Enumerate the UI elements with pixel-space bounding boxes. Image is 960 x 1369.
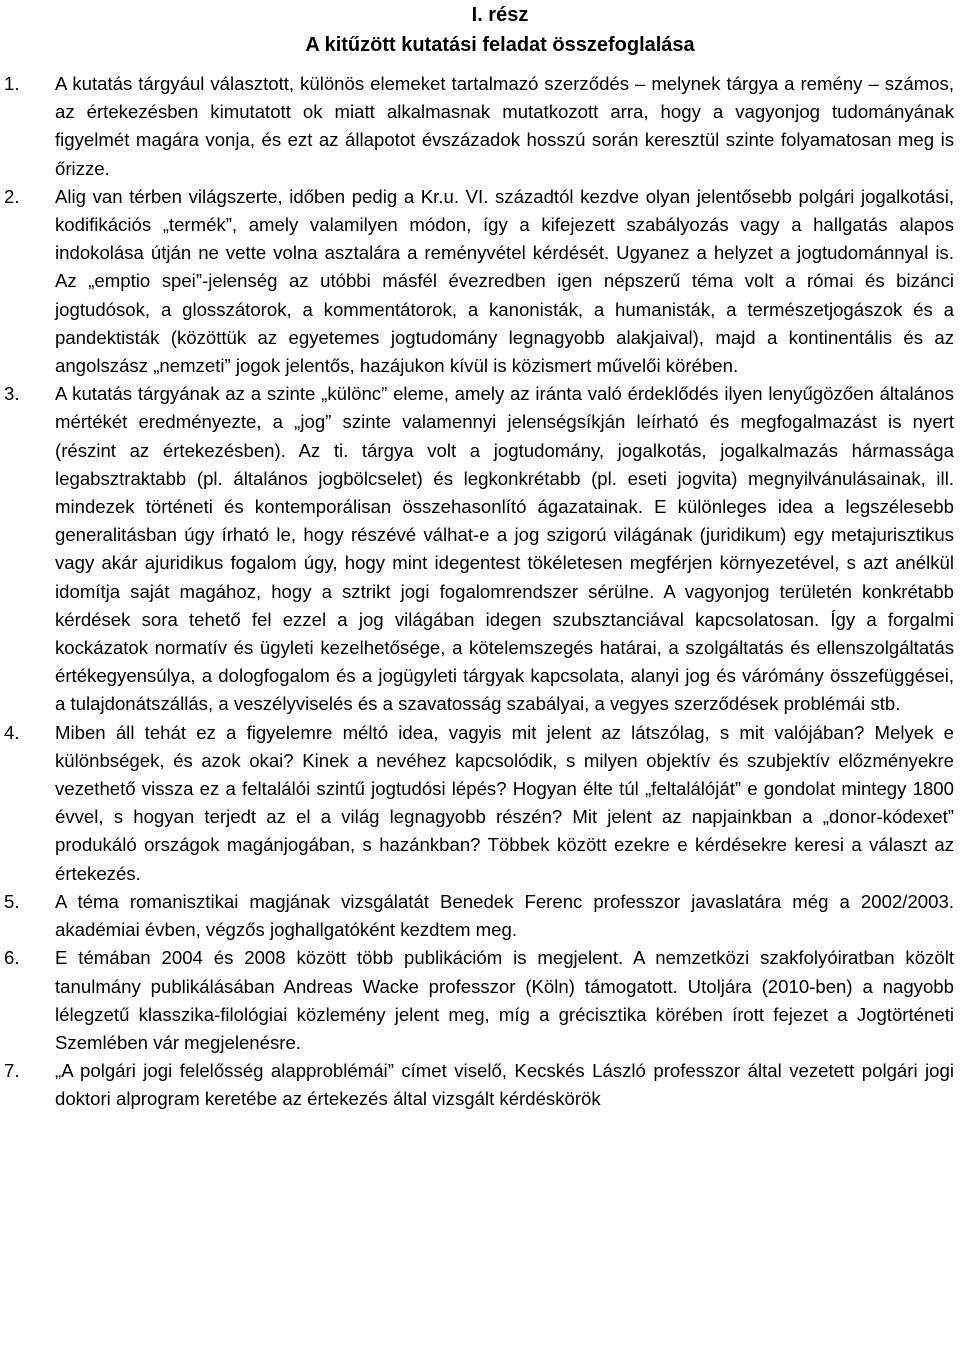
item-number: 5. <box>4 890 20 912</box>
list-item <box>0 1057 960 1113</box>
item-number: 6. <box>4 947 20 969</box>
list-item <box>0 888 960 944</box>
list-item <box>0 380 960 718</box>
part-heading: I. rész <box>471 4 529 26</box>
item-number: 3. <box>4 383 20 405</box>
list-item <box>0 944 960 1057</box>
summary-list <box>0 70 960 1114</box>
item-text: A kutatás tárgyául választott, különös elemeket tartalmazó szerződés – melynek tárgya a remény – számos, az értekezésben kimutatott ok miatt alkalmasnak mutatkozott arra, hogy a vagyonjog tudományának figyelmét magára vonja, és ezt az állapotot évszázadok hosszú során keresztül szinte folyamatosan meg is őrizze. <box>55 73 954 179</box>
item-number: 1. <box>4 73 20 94</box>
item-text: E témában 2004 és 2008 között több publikációm is megjelent. A nemzetközi szakfolyóiratban közölt tanulmány publikálásában Andreas Wacke professzor (Köln) támogatott. Utoljára (2010-ben) a nagyobb lélegzetű klasszika-filológiai közlemény jelent meg, míg a grécisztika körében írott fejezet a Jogtörténeti Szemlében vár megjelenésre. <box>55 947 954 1053</box>
item-number: 7. <box>4 1060 20 1082</box>
item-number: 4. <box>4 721 20 743</box>
list-item <box>0 70 960 183</box>
item-number: 2. <box>4 185 20 207</box>
item-text: Alig van térben világszerte, időben pedig a Kr.u. VI. századtól kezdve olyan jelentősebb polgári jogalkotási, kodifikációs „termék”, amely valamilyen módon, így a kifejezett szabályozás vagy a hallgatás alapos indokolása útján ne vette volna asztalára a reményvétel kérdését. Ugyanez a helyzet a jogtudománnyal is. Az „emptio spei”-jelenség az utóbbi másfél évezredben igen népszerű téma volt a római és bizánci jogtudósok, a glosszátorok, a kommentátorok, a kanonisták, a humanisták, a természetjogászok és a pandektisták (közöttük az egyetemes jogtudomány legnagyobb alakjaival), majd a kontinentális és az angolszász „nemzeti” jogok jelentős, hazájukon kívül is közismert művelői körében. <box>55 185 954 377</box>
item-text: A téma romanisztikai magjának vizsgálatát Benedek Ferenc professzor javaslatára még a 2002/2003. akadémiai évben, végzős joghallgatóként kezdtem meg. <box>55 890 954 941</box>
item-text: „A polgári jogi felelősség alapproblémái” címet viselő, Kecskés László professzor által vezetett polgári jogi doktori alprogram keretébe az értekezés által vizsgált kérdéskörök <box>55 1060 954 1110</box>
item-text: Miben áll tehát ez a figyelemre méltó idea, vagyis mit jelent az látszólag, s mit valójában? Melyek e különbségek, és azok okai? Kinek a nevéhez kapcsolódik, s milyen objektív és szubjektív előzményekre vezethető vissza ez a feltalálói szintű jogtudósi lépés? Hogyan élte túl „feltalálóját” e gondolat mintegy 1800 évvel, s hogyan terjedt az el a világ legnagyobb részén? Mit jelent az napjainkban a „donor-kódexet” produkáló országok magánjogában, s hazánkban? Többek között ezekre e kérdésekre keresi a választ az értekezés. <box>55 721 954 884</box>
item-text: A kutatás tárgyának az a szinte „különc” eleme, amely az iránta való érdeklődés ilyen lenyűgözően általános mértékét eredményezte, a „jog” szinte valamennyi jelenségsíkján leírható és megfogalmazást is nyert (részint az értekezésben). Az ti. tárgya volt a jogtudomány, jogalkotás, jogalkalmazás hármassága legabsztraktabb (pl. általános jogbölcselet) és legkonkrétabb (pl. eseti jogvita) megnyilvánulásainak, ill. mindezek történeti és kontemporálisan összehasonlító ágazatainak. E különleges idea a legszélesebb generalitásban úgy írható le, hogy részévé válhat-e a jog szigorú világának (juridikum) egy metajurisztikus vagy akár ajuridikus fogalom úgy, hogy mint idegentest tökéletesen megférjen környezetével, s azt anélkül idomítja saját magához, hogy a sztrikt jogi fogalomrendszer sérülne. A vagyonjog területén konkrétabb kérdések sora tehető fel ezzel a jog világában idegen szubsztanciával kapcsolatosan. Így a forgalmi kockázatok normatív és ügyleti kezelhetősége, a kötelemszegés határai, a szolgáltatás és ellenszolgáltatás értékegyensúlya, a dologfogalom és a jogügyleti tárgyak kapcsolata, alanyi jog és várómány összefüggései, a tulajdonátszállás, a veszélyviselés és a szavatosság szabályai, a vegyes szerződések problémái stb. <box>55 383 954 715</box>
list-item <box>0 183 960 380</box>
list-item <box>0 719 960 888</box>
section-title: A kitűzött kutatási feladat összefoglalása <box>305 34 695 56</box>
